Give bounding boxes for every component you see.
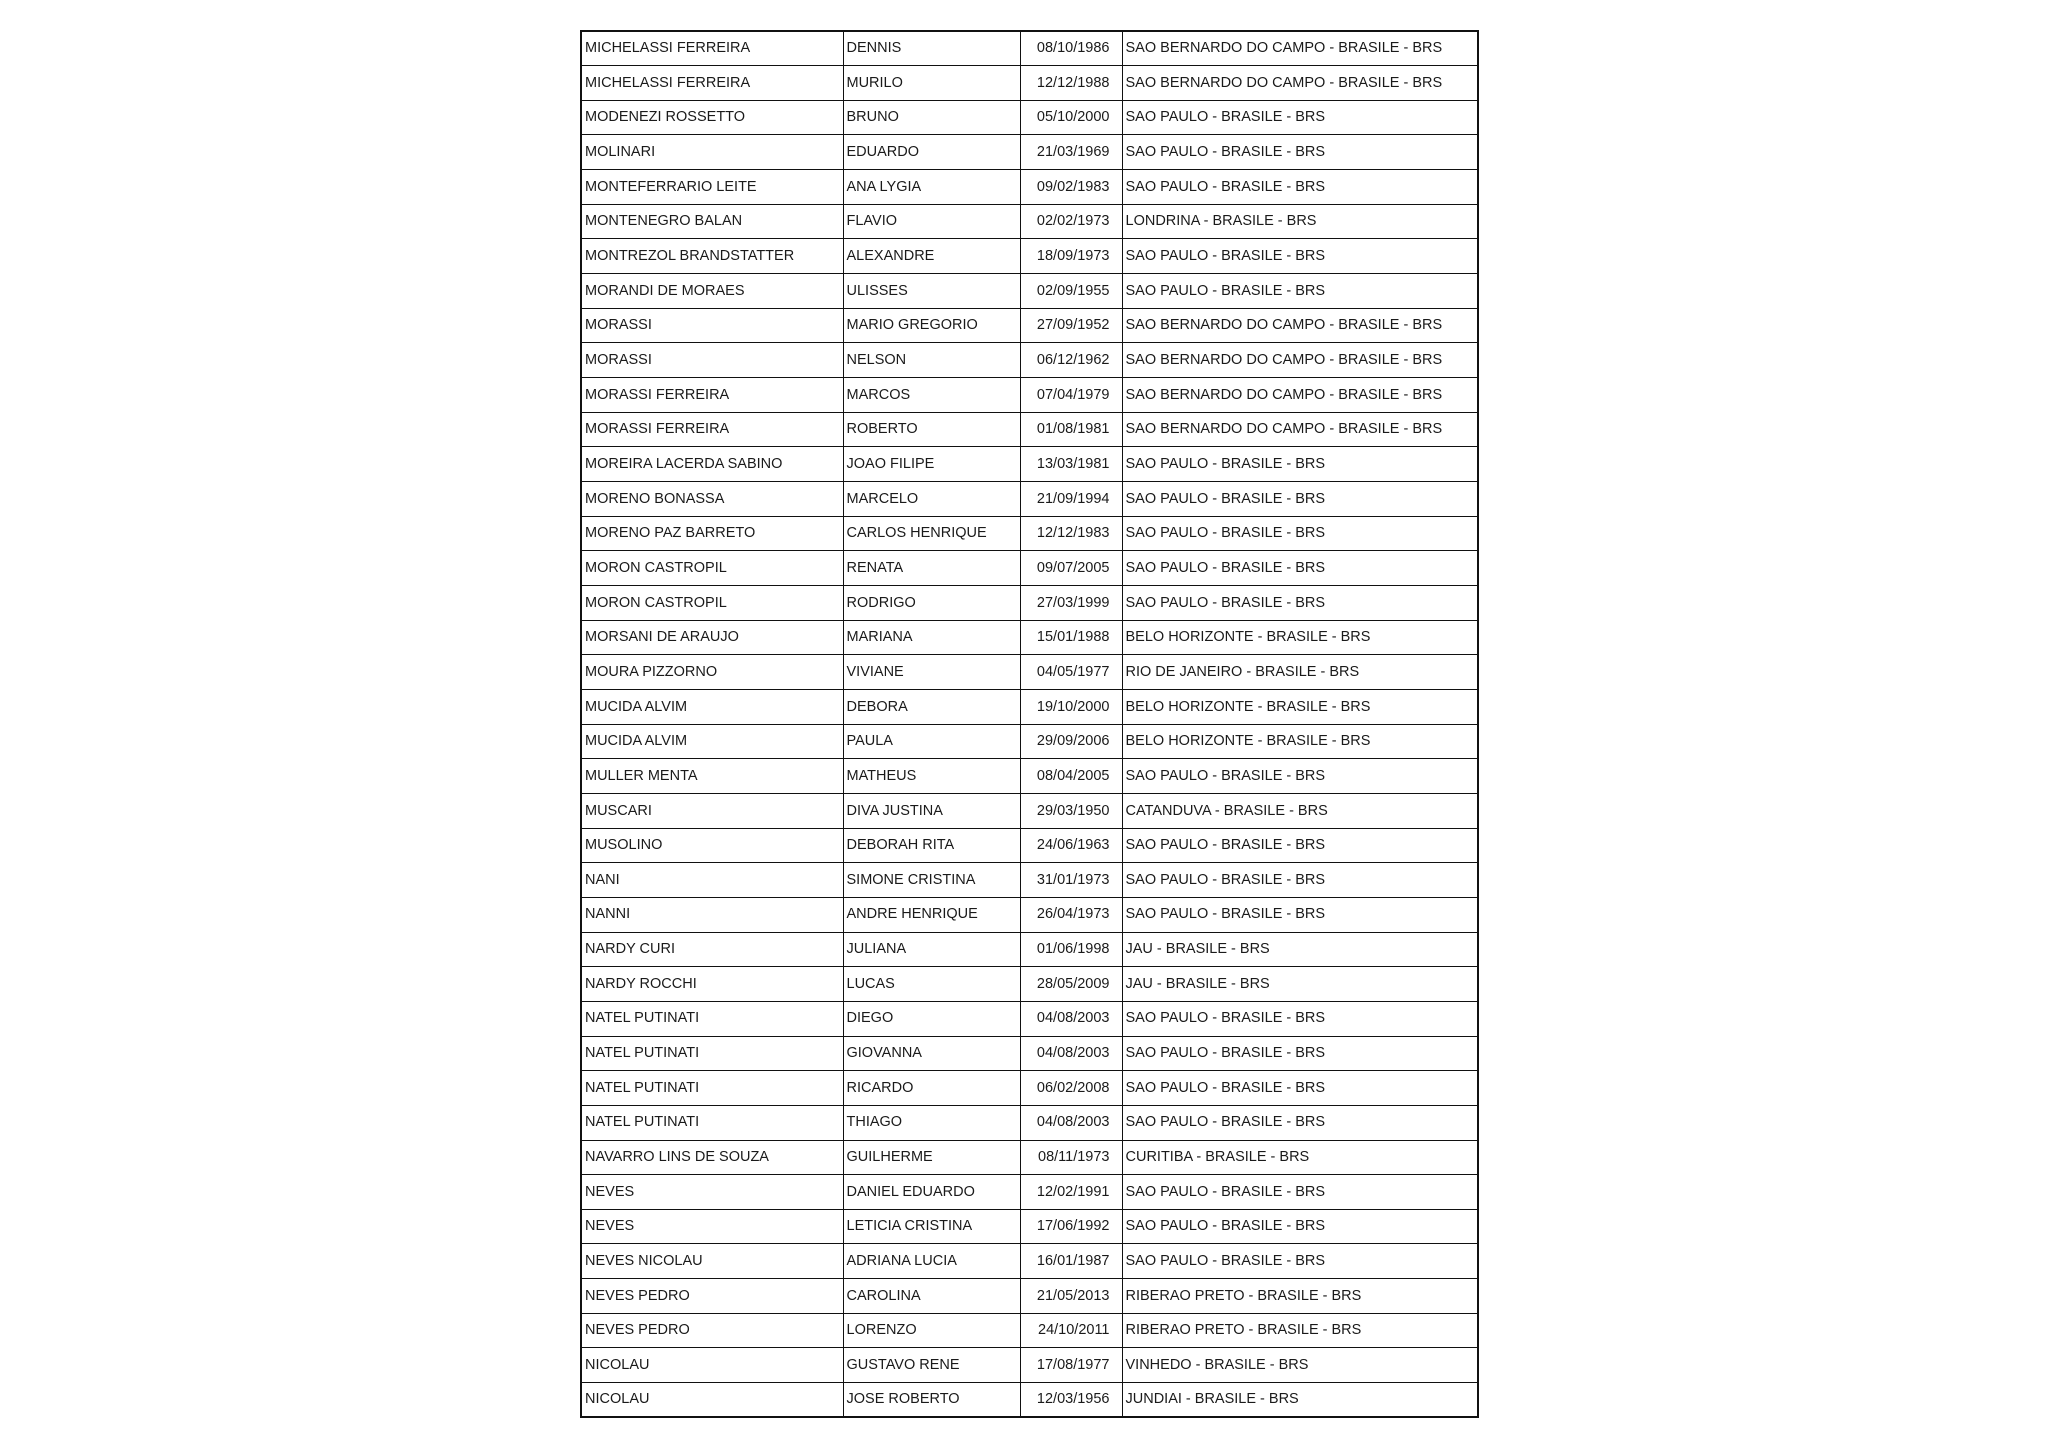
table-row [581,343,1478,378]
birth-date-cell: 04/08/2003 [1020,1001,1122,1036]
surname-cell: MONTENEGRO BALAN [581,204,843,239]
surname-cell: NEVES PEDRO [581,1279,843,1314]
surname-cell: MUSCARI [581,793,843,828]
surname-cell: MORON CASTROPIL [581,551,843,586]
surname-cell: MICHELASSI FERREIRA [581,66,843,101]
birth-date-cell: 27/03/1999 [1020,586,1122,621]
table-row [581,620,1478,655]
birth-date-cell: 07/04/1979 [1020,378,1122,413]
first-name-cell: ROBERTO [843,412,1020,447]
first-name-cell: LETICIA CRISTINA [843,1209,1020,1244]
birthplace-cell: SAO BERNARDO DO CAMPO - BRASILE - BRS [1122,308,1478,343]
surname-cell: MUCIDA ALVIM [581,724,843,759]
first-name-cell: GUILHERME [843,1140,1020,1175]
table-row [581,932,1478,967]
birth-date-cell: 08/04/2005 [1020,759,1122,794]
birth-date-cell: 08/10/1986 [1020,31,1122,66]
surname-cell: MORANDI DE MORAES [581,274,843,309]
birth-date-cell: 02/09/1955 [1020,274,1122,309]
table-row [581,1383,1478,1418]
birthplace-cell: SAO BERNARDO DO CAMPO - BRASILE - BRS [1122,343,1478,378]
birthplace-cell: SAO PAULO - BRASILE - BRS [1122,1244,1478,1279]
first-name-cell: DANIEL EDUARDO [843,1175,1020,1210]
birthplace-cell: SAO PAULO - BRASILE - BRS [1122,516,1478,551]
birth-date-cell: 02/02/1973 [1020,204,1122,239]
birthplace-cell: SAO PAULO - BRASILE - BRS [1122,239,1478,274]
first-name-cell: GUSTAVO RENE [843,1348,1020,1383]
table-row [581,1244,1478,1279]
birthplace-cell: SAO BERNARDO DO CAMPO - BRASILE - BRS [1122,378,1478,413]
table-row [581,1036,1478,1071]
birthplace-cell: RIBERAO PRETO - BRASILE - BRS [1122,1279,1478,1314]
surname-cell: NEVES [581,1209,843,1244]
surname-cell: NANNI [581,897,843,932]
first-name-cell: MURILO [843,66,1020,101]
birth-date-cell: 17/06/1992 [1020,1209,1122,1244]
table-row [581,412,1478,447]
birth-date-cell: 09/02/1983 [1020,170,1122,205]
birth-date-cell: 01/06/1998 [1020,932,1122,967]
birthplace-cell: RIO DE JANEIRO - BRASILE - BRS [1122,655,1478,690]
birthplace-cell: SAO PAULO - BRASILE - BRS [1122,828,1478,863]
table-row [581,1140,1478,1175]
table-row [581,967,1478,1002]
table-row [581,551,1478,586]
birthplace-cell: RIBERAO PRETO - BRASILE - BRS [1122,1313,1478,1348]
birth-date-cell: 31/01/1973 [1020,863,1122,898]
birth-date-cell: 09/07/2005 [1020,551,1122,586]
first-name-cell: MATHEUS [843,759,1020,794]
surname-cell: NICOLAU [581,1383,843,1418]
birthplace-cell: SAO PAULO - BRASILE - BRS [1122,100,1478,135]
birthplace-cell: SAO PAULO - BRASILE - BRS [1122,1175,1478,1210]
birthplace-cell: SAO PAULO - BRASILE - BRS [1122,586,1478,621]
birthplace-cell: SAO PAULO - BRASILE - BRS [1122,1036,1478,1071]
surname-cell: MONTREZOL BRANDSTATTER [581,239,843,274]
birthplace-cell: SAO BERNARDO DO CAMPO - BRASILE - BRS [1122,31,1478,66]
birth-date-cell: 21/03/1969 [1020,135,1122,170]
table-row [581,655,1478,690]
table-row [581,447,1478,482]
first-name-cell: MARCELO [843,482,1020,517]
birth-date-cell: 28/05/2009 [1020,967,1122,1002]
first-name-cell: ULISSES [843,274,1020,309]
birth-date-cell: 06/02/2008 [1020,1071,1122,1106]
surname-cell: MORENO PAZ BARRETO [581,516,843,551]
table-row [581,586,1478,621]
birth-date-cell: 04/05/1977 [1020,655,1122,690]
first-name-cell: RICARDO [843,1071,1020,1106]
surname-cell: MOLINARI [581,135,843,170]
birthplace-cell: CATANDUVA - BRASILE - BRS [1122,793,1478,828]
birth-date-cell: 13/03/1981 [1020,447,1122,482]
first-name-cell: MARCOS [843,378,1020,413]
surname-cell: NICOLAU [581,1348,843,1383]
first-name-cell: DIEGO [843,1001,1020,1036]
birthplace-cell: SAO PAULO - BRASILE - BRS [1122,1071,1478,1106]
table-row [581,1175,1478,1210]
table-row [581,100,1478,135]
table-row [581,1105,1478,1140]
birthplace-cell: SAO PAULO - BRASILE - BRS [1122,897,1478,932]
first-name-cell: JOSE ROBERTO [843,1383,1020,1418]
surname-cell: MODENEZI ROSSETTO [581,100,843,135]
table-row [581,793,1478,828]
table-row [581,274,1478,309]
first-name-cell: ALEXANDRE [843,239,1020,274]
birth-date-cell: 08/11/1973 [1020,1140,1122,1175]
table-row [581,1313,1478,1348]
surname-cell: NARDY CURI [581,932,843,967]
birthplace-cell: SAO BERNARDO DO CAMPO - BRASILE - BRS [1122,412,1478,447]
surname-cell: MORENO BONASSA [581,482,843,517]
birth-date-cell: 12/12/1983 [1020,516,1122,551]
birth-date-cell: 21/05/2013 [1020,1279,1122,1314]
first-name-cell: PAULA [843,724,1020,759]
table-row [581,66,1478,101]
first-name-cell: DIVA JUSTINA [843,793,1020,828]
birth-date-cell: 12/03/1956 [1020,1383,1122,1418]
birthplace-cell: BELO HORIZONTE - BRASILE - BRS [1122,620,1478,655]
birth-date-cell: 04/08/2003 [1020,1105,1122,1140]
birth-date-cell: 24/06/1963 [1020,828,1122,863]
table-row [581,482,1478,517]
table-row [581,516,1478,551]
first-name-cell: RODRIGO [843,586,1020,621]
birth-date-cell: 16/01/1987 [1020,1244,1122,1279]
birthplace-cell: CURITIBA - BRASILE - BRS [1122,1140,1478,1175]
birth-date-cell: 29/09/2006 [1020,724,1122,759]
surname-cell: MICHELASSI FERREIRA [581,31,843,66]
table-row [581,863,1478,898]
surname-cell: MOREIRA LACERDA SABINO [581,447,843,482]
table-row [581,1071,1478,1106]
birth-date-cell: 27/09/1952 [1020,308,1122,343]
surname-cell: MOURA PIZZORNO [581,655,843,690]
table-row [581,828,1478,863]
surname-cell: MORON CASTROPIL [581,586,843,621]
surname-cell: MUCIDA ALVIM [581,689,843,724]
birthplace-cell: BELO HORIZONTE - BRASILE - BRS [1122,724,1478,759]
surname-cell: MORASSI FERREIRA [581,412,843,447]
birthplace-cell: SAO PAULO - BRASILE - BRS [1122,135,1478,170]
surname-cell: NARDY ROCCHI [581,967,843,1002]
first-name-cell: MARIO GREGORIO [843,308,1020,343]
first-name-cell: ANDRE HENRIQUE [843,897,1020,932]
first-name-cell: RENATA [843,551,1020,586]
birth-date-cell: 12/12/1988 [1020,66,1122,101]
birth-date-cell: 18/09/1973 [1020,239,1122,274]
birthplace-cell: SAO PAULO - BRASILE - BRS [1122,1105,1478,1140]
surname-cell: MORASSI [581,308,843,343]
first-name-cell: BRUNO [843,100,1020,135]
table-row [581,689,1478,724]
surname-cell: NATEL PUTINATI [581,1071,843,1106]
birthplace-cell: SAO PAULO - BRASILE - BRS [1122,447,1478,482]
birth-date-cell: 15/01/1988 [1020,620,1122,655]
birthplace-cell: JUNDIAI - BRASILE - BRS [1122,1383,1478,1418]
birth-date-cell: 04/08/2003 [1020,1036,1122,1071]
birthplace-cell: SAO PAULO - BRASILE - BRS [1122,274,1478,309]
table-row [581,724,1478,759]
surname-cell: MORASSI [581,343,843,378]
birthplace-cell: SAO PAULO - BRASILE - BRS [1122,1001,1478,1036]
table-row [581,759,1478,794]
table-row [581,1279,1478,1314]
table-row [581,897,1478,932]
table-row [581,31,1478,66]
table-row [581,204,1478,239]
first-name-cell: LORENZO [843,1313,1020,1348]
birth-date-cell: 21/09/1994 [1020,482,1122,517]
birthplace-cell: SAO PAULO - BRASILE - BRS [1122,863,1478,898]
first-name-cell: LUCAS [843,967,1020,1002]
first-name-cell: JULIANA [843,932,1020,967]
first-name-cell: CAROLINA [843,1279,1020,1314]
first-name-cell: CARLOS HENRIQUE [843,516,1020,551]
birthplace-cell: SAO PAULO - BRASILE - BRS [1122,551,1478,586]
surname-cell: NATEL PUTINATI [581,1001,843,1036]
table-row [581,135,1478,170]
table-row [581,308,1478,343]
surname-cell: MORASSI FERREIRA [581,378,843,413]
birth-date-cell: 05/10/2000 [1020,100,1122,135]
birthplace-cell: SAO PAULO - BRASILE - BRS [1122,759,1478,794]
surname-cell: MONTEFERRARIO LEITE [581,170,843,205]
records-table-body [581,31,1478,1417]
birthplace-cell: JAU - BRASILE - BRS [1122,967,1478,1002]
table-row [581,239,1478,274]
surname-cell: NATEL PUTINATI [581,1105,843,1140]
birth-date-cell: 19/10/2000 [1020,689,1122,724]
birth-date-cell: 12/02/1991 [1020,1175,1122,1210]
birthplace-cell: SAO PAULO - BRASILE - BRS [1122,482,1478,517]
first-name-cell: VIVIANE [843,655,1020,690]
birthplace-cell: BELO HORIZONTE - BRASILE - BRS [1122,689,1478,724]
table-row [581,1001,1478,1036]
first-name-cell: THIAGO [843,1105,1020,1140]
birthplace-cell: SAO BERNARDO DO CAMPO - BRASILE - BRS [1122,66,1478,101]
surname-cell: NANI [581,863,843,898]
birthplace-cell: VINHEDO - BRASILE - BRS [1122,1348,1478,1383]
surname-cell: NEVES PEDRO [581,1313,843,1348]
first-name-cell: FLAVIO [843,204,1020,239]
table-row [581,378,1478,413]
first-name-cell: EDUARDO [843,135,1020,170]
table-row [581,1348,1478,1383]
birthplace-cell: LONDRINA - BRASILE - BRS [1122,204,1478,239]
birthplace-cell: SAO PAULO - BRASILE - BRS [1122,1209,1478,1244]
records-table [580,30,1479,1418]
table-row [581,170,1478,205]
birth-date-cell: 06/12/1962 [1020,343,1122,378]
table-row [581,1209,1478,1244]
surname-cell: MORSANI DE ARAUJO [581,620,843,655]
first-name-cell: DEBORAH RITA [843,828,1020,863]
first-name-cell: GIOVANNA [843,1036,1020,1071]
birthplace-cell: SAO PAULO - BRASILE - BRS [1122,170,1478,205]
first-name-cell: JOAO FILIPE [843,447,1020,482]
first-name-cell: NELSON [843,343,1020,378]
birth-date-cell: 29/03/1950 [1020,793,1122,828]
surname-cell: NEVES [581,1175,843,1210]
first-name-cell: DENNIS [843,31,1020,66]
first-name-cell: DEBORA [843,689,1020,724]
birth-date-cell: 24/10/2011 [1020,1313,1122,1348]
birth-date-cell: 26/04/1973 [1020,897,1122,932]
surname-cell: NAVARRO LINS DE SOUZA [581,1140,843,1175]
surname-cell: NATEL PUTINATI [581,1036,843,1071]
birthplace-cell: JAU - BRASILE - BRS [1122,932,1478,967]
birth-date-cell: 01/08/1981 [1020,412,1122,447]
first-name-cell: ADRIANA LUCIA [843,1244,1020,1279]
birth-date-cell: 17/08/1977 [1020,1348,1122,1383]
first-name-cell: SIMONE CRISTINA [843,863,1020,898]
surname-cell: NEVES NICOLAU [581,1244,843,1279]
surname-cell: MUSOLINO [581,828,843,863]
first-name-cell: MARIANA [843,620,1020,655]
surname-cell: MULLER MENTA [581,759,843,794]
first-name-cell: ANA LYGIA [843,170,1020,205]
